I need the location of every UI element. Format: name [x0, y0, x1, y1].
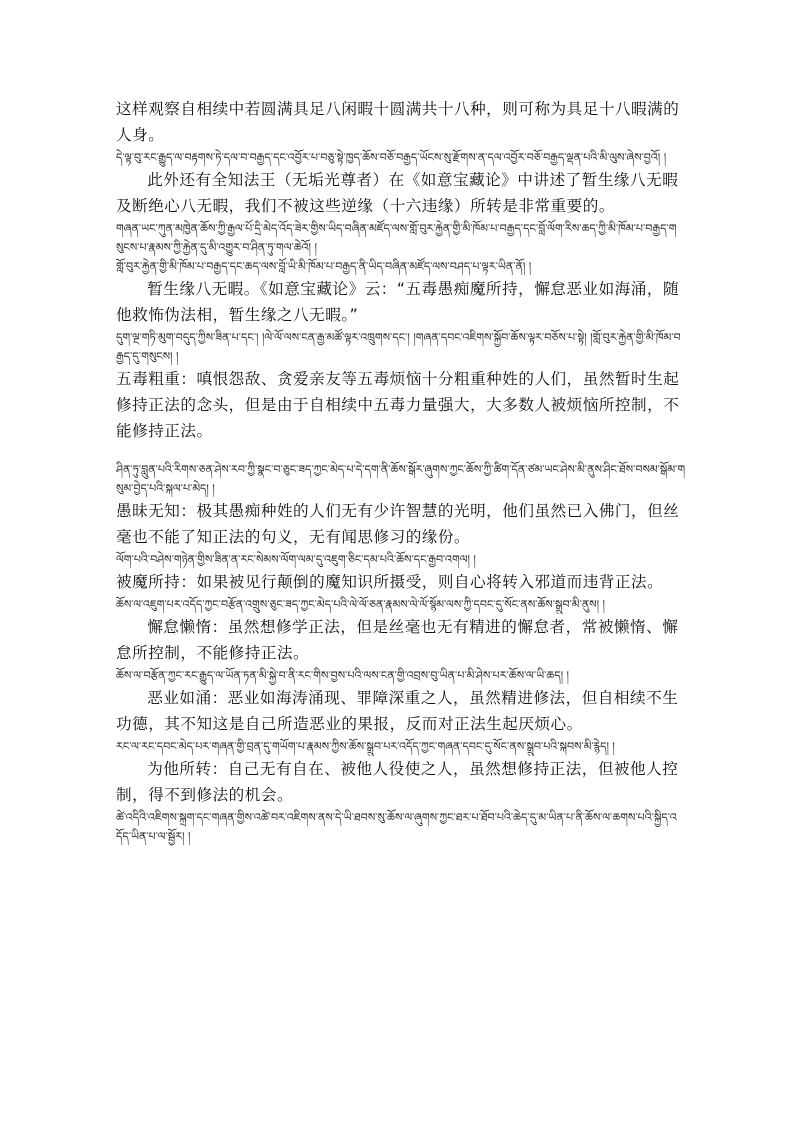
paragraph-gap: [116, 444, 686, 460]
chinese-paragraph: 懈怠懒惰：虽然想修学正法，但是丝毫也无有精进的懈怠者，常被懒惰、懈怠所控制，不能修持正法。: [116, 618, 679, 662]
chinese-paragraph: 此外还有全知法王（无垢光尊者）在《如意宝藏论》中讲述了暂生缘八无暇及断绝心八无暇，我们不被这些逆缘（十六违缘）所转是非常重要的。: [116, 171, 679, 215]
chinese-paragraph: 被魔所持：如果被见行颠倒的魔知识所摄受，则自心将转入邪道而违背正法。: [116, 573, 664, 591]
tibetan-paragraph: ཚེ་འདིའི་འཇིགས་སྐྲག་དང་གཞན་གྱིས་འཚེ་བར་འཇིགས་ནས་དེ་ཡི་ཐབས་སུ་ཆོས་ལ་ཞུགས་ཀྱང་ཐར་པ་ཐོབ་པའི་ཆེད་དུ་མ་ཡིན་པ་ནི་ཆོས་ལ་ཆགས་པའི་སྐྱིད་འདོད་ཡིན་པ་ལ་སྦྱོར། །: [116, 811, 677, 843]
tibetan-paragraph: ཆོས་ལ་བརྩོན་ཀྱང་རང་རྒྱུད་ལ་ཡོན་ཏན་མི་སྐྱེ་བ་ནི་རང་གིས་བྱས་པའི་ལས་ངན་གྱི་འབྲས་བུ་ཡིན་པ་མི་ཤེས་པར་ཆོས་ལ་ཡི་ཆད། །: [116, 669, 569, 682]
tibetan-paragraph: ལོག་པའི་བཤེས་གཉེན་གྱིས་ཟིན་ན་རང་སེམས་ལོག་ལམ་དུ་འཇུག་ཅིང་དམ་པའི་ཆོས་དང་རྒྱབ་འགལ། །: [116, 553, 476, 566]
tibetan-paragraph: རང་ལ་རང་དབང་མེད་པར་གཞན་གྱི་བྲན་དུ་གཡོག་པ་རྣམས་ཀྱིས་ཆོས་སྒྲུབ་པར་འདོད་ཀྱང་གཞན་དབང་དུ་སོང་ནས་སྒྲུབ་པའི་སྐབས་མི་རྙེད། །: [116, 740, 615, 753]
tibetan-paragraph: ཆོས་ལ་འཇུག་པར་འདོད་ཀྱང་བརྩོན་འགྲུས་ཅུང་ཟད་ཀྱང་མེད་པའི་ལེ་ལོ་ཅན་རྣམས་ལེ་ལོ་སྙོམ་ལས་ཀྱི་དབང་དུ་སོང་ནས་ཆོས་སྒྲུབ་མི་ནུས། །: [116, 598, 605, 611]
tibetan-paragraph: དུག་ལྔ་གཏི་མུག་བདུད་ཀྱིས་ཟིན་པ་དང་། །ལེ་ལོ་ལས་ངན་རྒྱ་མཚོ་ལྟར་འཁྲུགས་དང་། །གཞན་དབང་འཇིགས་སྐྱོབ་ཆོས་ལྟར་བཅོས་པ་སྟེ། །གློ་བུར་རྐྱེན་གྱི་མི་ཁོམ་བརྒྱད་དུ་གསུངས། །: [116, 331, 681, 363]
chinese-paragraph: 愚昧无知：极其愚痴种姓的人们无有少许智慧的光明，他们虽然已入佛门，但丝毫也不能了知正法的句义，无有闻思修习的缘份。: [116, 502, 680, 546]
chinese-paragraph: 暂生缘八无暇。《如意宝藏论》云：“五毒愚痴魔所持，懈怠恶业如海涌，随他救怖伪法相，暂生缘之八无暇。”: [116, 280, 680, 324]
chinese-paragraph: 这样观察自相续中若圆满具足八闲暇十圆满共十八种，则可称为具足十八暇满的人身。: [116, 100, 680, 144]
chinese-paragraph: 为他所转：自己无有自在、被他人役使之人，虽然想修持正法，但被他人控制，得不到修法的机会。: [116, 760, 679, 804]
tibetan-paragraph: ཤིན་ཏུ་བླུན་པའི་རིགས་ཅན་ཤེས་རབ་ཀྱི་སྣང་བ་ཅུང་ཟད་ཀྱང་མེད་པ་དེ་དག་ནི་ཆོས་སྒོར་ཞུགས་ཀྱང་ཆོས་ཀྱི་ཚིག་དོན་ཙམ་ཡང་ཤེས་མི་ནུས་ཤིང་ཐོས་བསམ་སྒོམ་གསུམ་བྱེད་པའི་སྐལ་པ་མེད། །: [116, 463, 686, 495]
tibetan-paragraph: དེ་ལྟ་བུ་རང་རྒྱུད་ལ་བརྟགས་ཏེ་དལ་བ་བརྒྱད་དང་འབྱོར་པ་བཅུ་སྟེ་ཁྱད་ཆོས་བཅོ་བརྒྱད་ཡོངས་སུ་རྫོགས་ན་དལ་འབྱོར་བཅོ་བརྒྱད་ལྡན་པའི་མི་ལུས་ཞེས་བྱའོ། །: [116, 151, 667, 164]
tibetan-paragraph: གློ་བུར་རྐྱེན་གྱི་མི་ཁོམ་པ་བརྒྱད་དང་ཆད་ལས་བློ་ཡི་མི་ཁོམ་པ་བརྒྱད་ནི་ཡིད་བཞིན་མཛོད་ལས་བཤད་པ་ལྟར་ཡིན་ནོ། །: [116, 260, 532, 273]
chinese-paragraph: 五毒粗重：嗔恨怨敌、贪爱亲友等五毒烦恼十分粗重种姓的人们，虽然暂时生起修持正法的念头，但是由于自相续中五毒力量强大，大多数人被烦恼所控制，不能修持正法。: [116, 370, 680, 440]
document-page: [116, 96, 686, 846]
chinese-paragraph: 恶业如涌：恶业如海涛涌现、罪障深重之人，虽然精进修法，但自相续不生功德，其不知这是自己所造恶业的果报，反而对正法生起厌烦心。: [116, 689, 679, 733]
tibetan-paragraph: གཞན་ཡང་ཀུན་མཁྱེན་ཆོས་ཀྱི་རྒྱལ་པོ་དྲི་མེད་འོད་ཟེར་གྱིས་ཡིད་བཞིན་མཛོད་ལས་གློ་བུར་རྐྱེན་གྱི་མི་ཁོམ་པ་བརྒྱད་དང་བློ་ལོག་རིས་ཆད་ཀྱི་མི་ཁོམ་པ་བརྒྱད་གསུངས་པ་རྣམས་ཀྱི་རྐྱེན་དུ་མི་འགྱུར་བ་ཤིན་ཏུ་གལ་ཆེའོ། །: [116, 222, 677, 254]
